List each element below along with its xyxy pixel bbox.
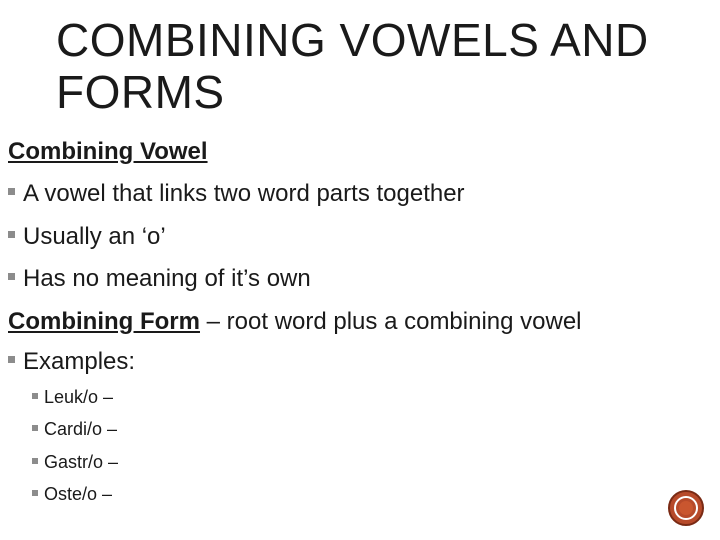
bullet-icon: [32, 425, 38, 431]
combining-form-line: [8, 308, 582, 336]
combining-vowel-heading-text: Combining Vowel: [8, 138, 208, 165]
vowel-point-2-text: Usually an ‘o’: [23, 223, 166, 250]
vowel-point-3: [8, 265, 311, 293]
bullet-icon: [32, 458, 38, 464]
nav-core: [679, 501, 693, 515]
example-item-3: [32, 451, 118, 473]
example-item-3-text: Gastr/o –: [44, 452, 119, 472]
example-item-2: [32, 418, 117, 440]
example-item-2-text: Cardi/o –: [44, 419, 118, 439]
vowel-point-1-text: A vowel that links two word parts together: [23, 180, 465, 207]
example-item-4: [32, 483, 112, 505]
examples-label-text: Examples:: [23, 348, 136, 375]
bullet-icon: [8, 188, 15, 195]
combining-form-definition: – root word plus a combining vowel: [199, 308, 582, 335]
slide-title-line-1: COMBINING VOWELS AND: [56, 14, 649, 66]
example-item-1: [32, 386, 113, 408]
bullet-icon: [8, 273, 15, 280]
circle-nav-icon[interactable]: [668, 490, 704, 526]
combining-form-heading: Combining Form: [8, 308, 200, 335]
vowel-point-2: [8, 223, 166, 251]
examples-label: [8, 348, 135, 376]
bullet-icon: [32, 393, 38, 399]
example-item-1-text: Leuk/o –: [44, 387, 114, 407]
vowel-point-1: [8, 180, 465, 208]
example-item-4-text: Oste/o –: [44, 484, 113, 504]
combining-vowel-heading: [8, 138, 208, 166]
vowel-point-3-text: Has no meaning of it’s own: [23, 265, 311, 292]
bullet-icon: [32, 490, 38, 496]
bullet-icon: [8, 231, 15, 238]
slide-title-line-2: FORMS: [56, 66, 225, 118]
bullet-icon: [8, 356, 15, 363]
slide-title: [56, 14, 696, 118]
